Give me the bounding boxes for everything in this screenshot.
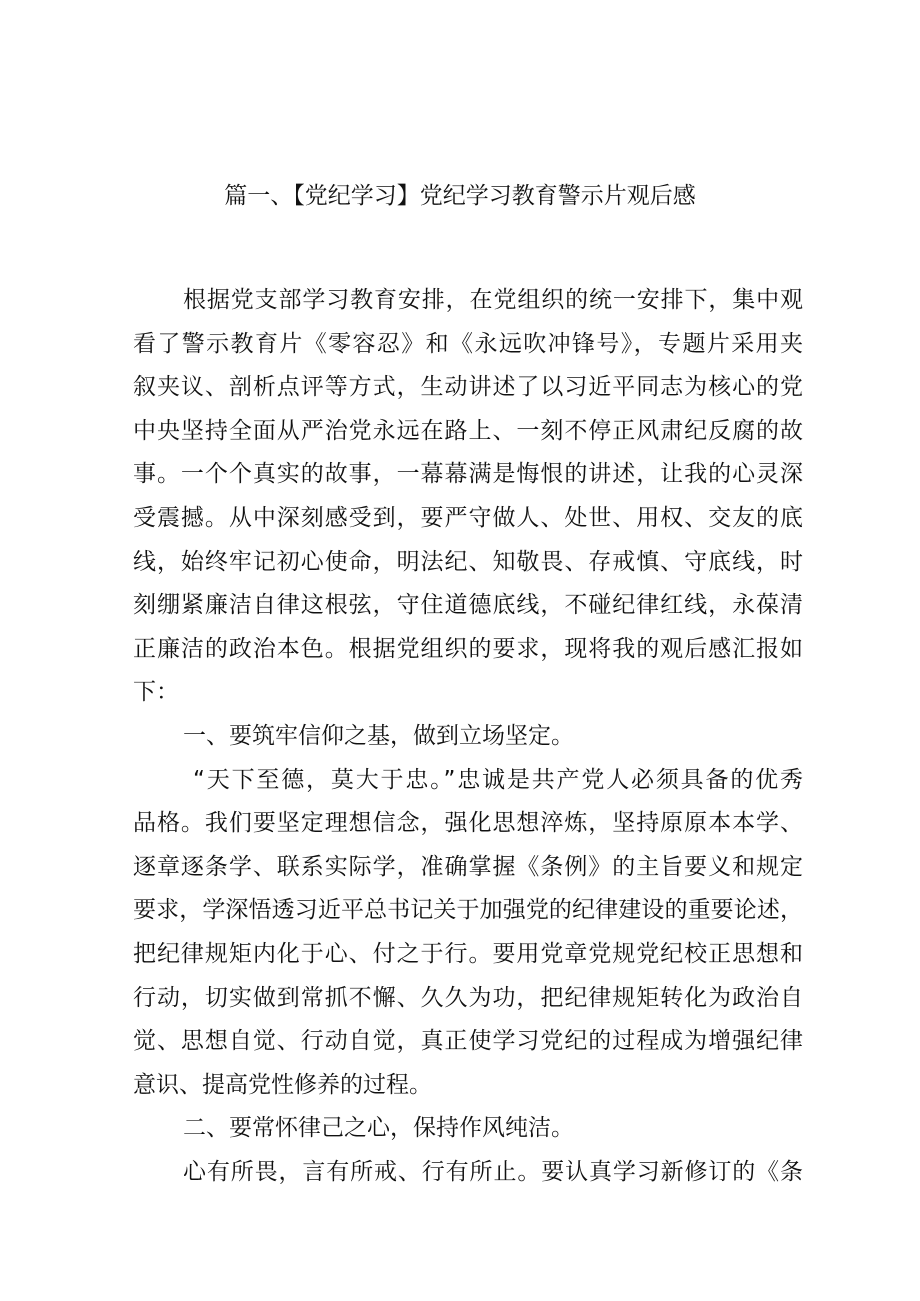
paragraph-line: “天下至德，莫大于忠。”忠诚是共产党人必须具备的优秀 xyxy=(193,766,803,793)
document-title: 篇一、【党纪学习】党纪学习教育警示片观后感 xyxy=(224,183,696,209)
paragraph-line: 看了警示教育片《零容忍》和《永远吹冲锋号》，专题片采用夹 xyxy=(133,330,803,357)
paragraph-line: 觉、思想自觉、行动自觉，真正使学习党纪的过程成为增强纪律 xyxy=(133,1028,803,1055)
paragraph-line: 根据党支部学习教育安排，在党组织的统一安排下，集中观 xyxy=(183,287,803,313)
paragraph-line: 意识、提高党性修养的过程。 xyxy=(133,1071,432,1098)
paragraph-line: 心有所畏，言有所戒、行有所止。要认真学习新修订的《条 xyxy=(183,1158,803,1185)
paragraph-line: 刻绷紧廉洁自律这根弦，守住道德底线，不碰纪律红线，永葆清 xyxy=(133,592,803,619)
section-heading: 一、要筑牢信仰之基，做到立场坚定。 xyxy=(183,722,574,749)
paragraph-line: 叙夹议、剖析点评等方式，生动讲述了以习近平同志为核心的党 xyxy=(133,374,803,401)
paragraph-line: 下： xyxy=(133,679,179,706)
document-body xyxy=(133,279,803,1194)
paragraph-line: 把纪律规矩内化于心、付之于行。要用党章党规党纪校正思想和 xyxy=(133,940,803,967)
paragraph-line: 要求，学深悟透习近平总书记关于加强党的纪律建设的重要论述， xyxy=(133,897,803,924)
paragraph-line: 受震撼。从中深刻感受到，要严守做人、处世、用权、交友的底 xyxy=(133,504,803,531)
paragraph-line: 逐章逐条学、联系实际学，准确掌握《条例》的主旨要义和规定 xyxy=(133,853,803,880)
paragraph-line: 事。一个个真实的故事，一幕幕满是悔恨的讲述，让我的心灵深 xyxy=(133,461,803,488)
section-heading: 二、要常怀律己之心，保持作风纯洁。 xyxy=(183,1115,574,1142)
paragraph-line: 行动，切实做到常抓不懈、久久为功，把纪律规矩转化为政治自 xyxy=(133,984,803,1011)
paragraph-line: 正廉洁的政治本色。根据党组织的要求，现将我的观后感汇报如 xyxy=(133,635,803,662)
paragraph-line: 线，始终牢记初心使命，明法纪、知敬畏、存戒慎、守底线，时 xyxy=(133,548,803,575)
paragraph-line: 品格。我们要坚定理想信念，强化思想淬炼，坚持原原本本学、 xyxy=(133,810,803,837)
paragraph-line: 中央坚持全面从严治党永远在路上、一刻不停正风肃纪反腐的故 xyxy=(133,417,803,444)
